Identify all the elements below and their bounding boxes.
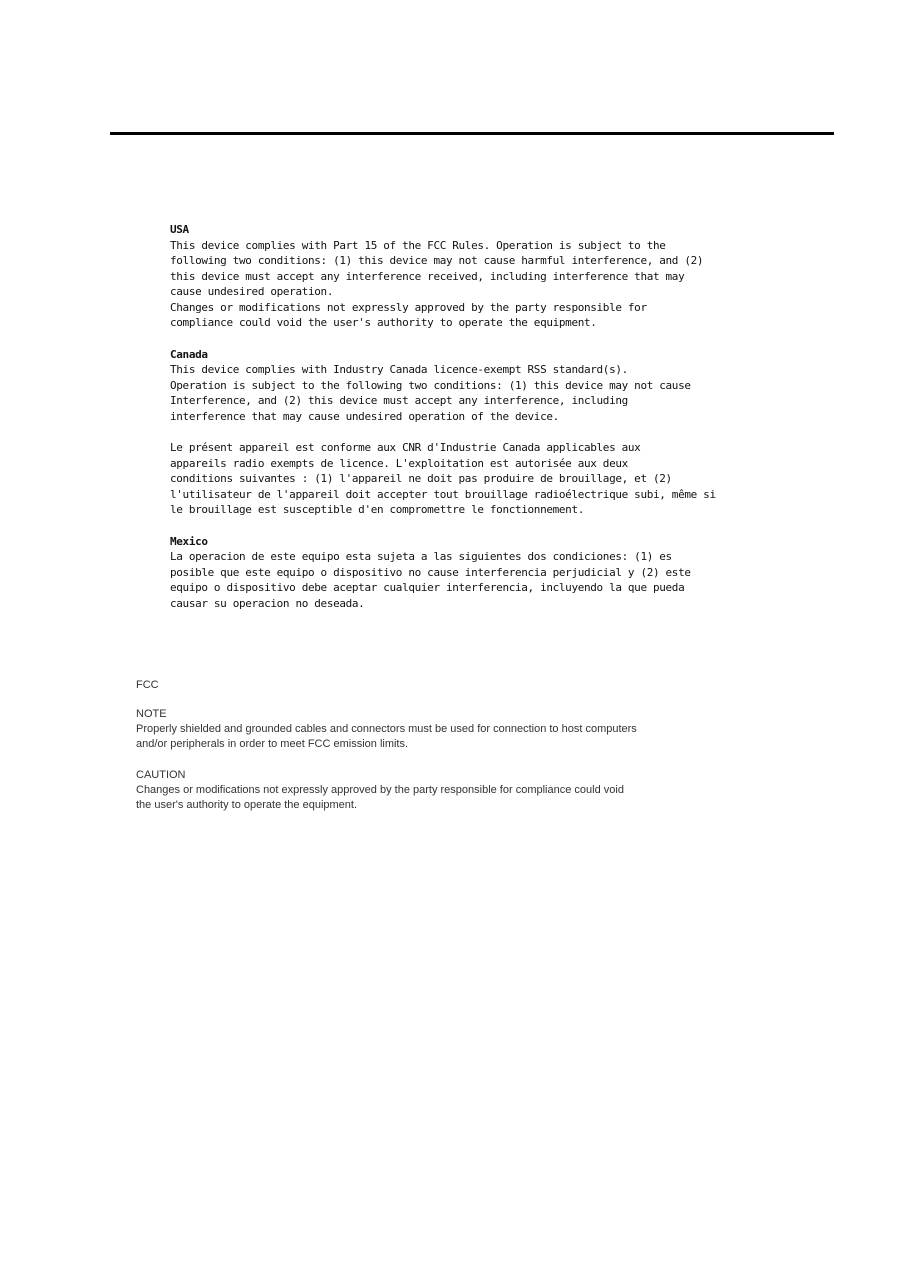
fcc-note-heading: NOTE: [136, 708, 167, 720]
fcc-caution-line: the user's authority to operate the equipment.: [136, 799, 358, 811]
usa-line: cause undesired operation.: [170, 285, 334, 298]
usa-text: [170, 238, 790, 331]
canada-french-line: conditions suivantes : (1) l'appareil ne doit pas produire de brouillage, et (2): [170, 472, 672, 485]
mexico-text: [170, 549, 790, 611]
mexico-heading: Mexico: [170, 534, 208, 548]
regulatory-notice-image: [170, 222, 790, 627]
usa-line: this device must accept any interference received, including interference that may: [170, 269, 685, 283]
fcc-note-line: Properly shielded and grounded cables and connectors must be used for connection to host computers: [136, 723, 637, 735]
usa-heading: USA: [170, 223, 189, 236]
canada-french-line: le brouillage est susceptible d'en compromettre le fonctionnement.: [170, 503, 584, 516]
fcc-caution-line: Changes or modifications not expressly approved by the party responsible for compliance could void: [136, 784, 624, 796]
fcc-notice: [136, 678, 826, 829]
canada-heading: Canada: [170, 347, 208, 361]
mexico-line: La operacion de este equipo esta sujeta a las siguientes dos condiciones: (1) es: [170, 550, 672, 563]
canada-english-line: Operation is subject to the following two conditions: (1) this device may not cause: [170, 378, 691, 392]
canada-french-text: [170, 440, 790, 518]
canada-french-line: l'utilisateur de l'appareil doit accepter tout brouillage radioélectrique subi, même si: [170, 487, 716, 501]
canada-english-line: This device complies with Industry Canada licence-exempt RSS standard(s).: [170, 363, 628, 376]
usa-line: Changes or modifications not expressly approved by the party responsible for: [170, 300, 647, 314]
fcc-note-section: [136, 707, 826, 752]
mexico-section: [170, 534, 790, 612]
canada-french-line: Le présent appareil est conforme aux CNR d'Industrie Canada applicables aux: [170, 441, 641, 454]
fcc-note-line: and/or peripherals in order to meet FCC emission limits.: [136, 738, 409, 750]
canada-english-line: interference that may cause undesired operation of the device.: [170, 409, 559, 423]
fcc-title: FCC: [136, 679, 159, 691]
usa-line: compliance could void the user's authority to operate the equipment.: [170, 316, 597, 329]
fcc-caution-section: [136, 768, 826, 813]
mexico-line: equipo o dispositivo debe aceptar cualquier interferencia, incluyendo la que pueda: [170, 581, 685, 594]
header-rule: [110, 132, 834, 135]
usa-section: [170, 222, 790, 331]
fcc-caution-heading: CAUTION: [136, 769, 186, 781]
canada-section: [170, 347, 790, 518]
mexico-line: causar su operacion no deseada.: [170, 596, 365, 610]
mexico-line: posible que este equipo o dispositivo no cause interferencia perjudicial y (2) este: [170, 565, 691, 579]
canada-french-line: appareils radio exempts de licence. L'exploitation est autorisée aux deux: [170, 456, 628, 470]
canada-english-text: [170, 362, 790, 424]
usa-line: This device complies with Part 15 of the FCC Rules. Operation is subject to the: [170, 238, 666, 252]
usa-line: following two conditions: (1) this device may not cause harmful interference, and (2): [170, 254, 704, 267]
canada-english-line: Interference, and (2) this device must accept any interference, including: [170, 394, 628, 407]
